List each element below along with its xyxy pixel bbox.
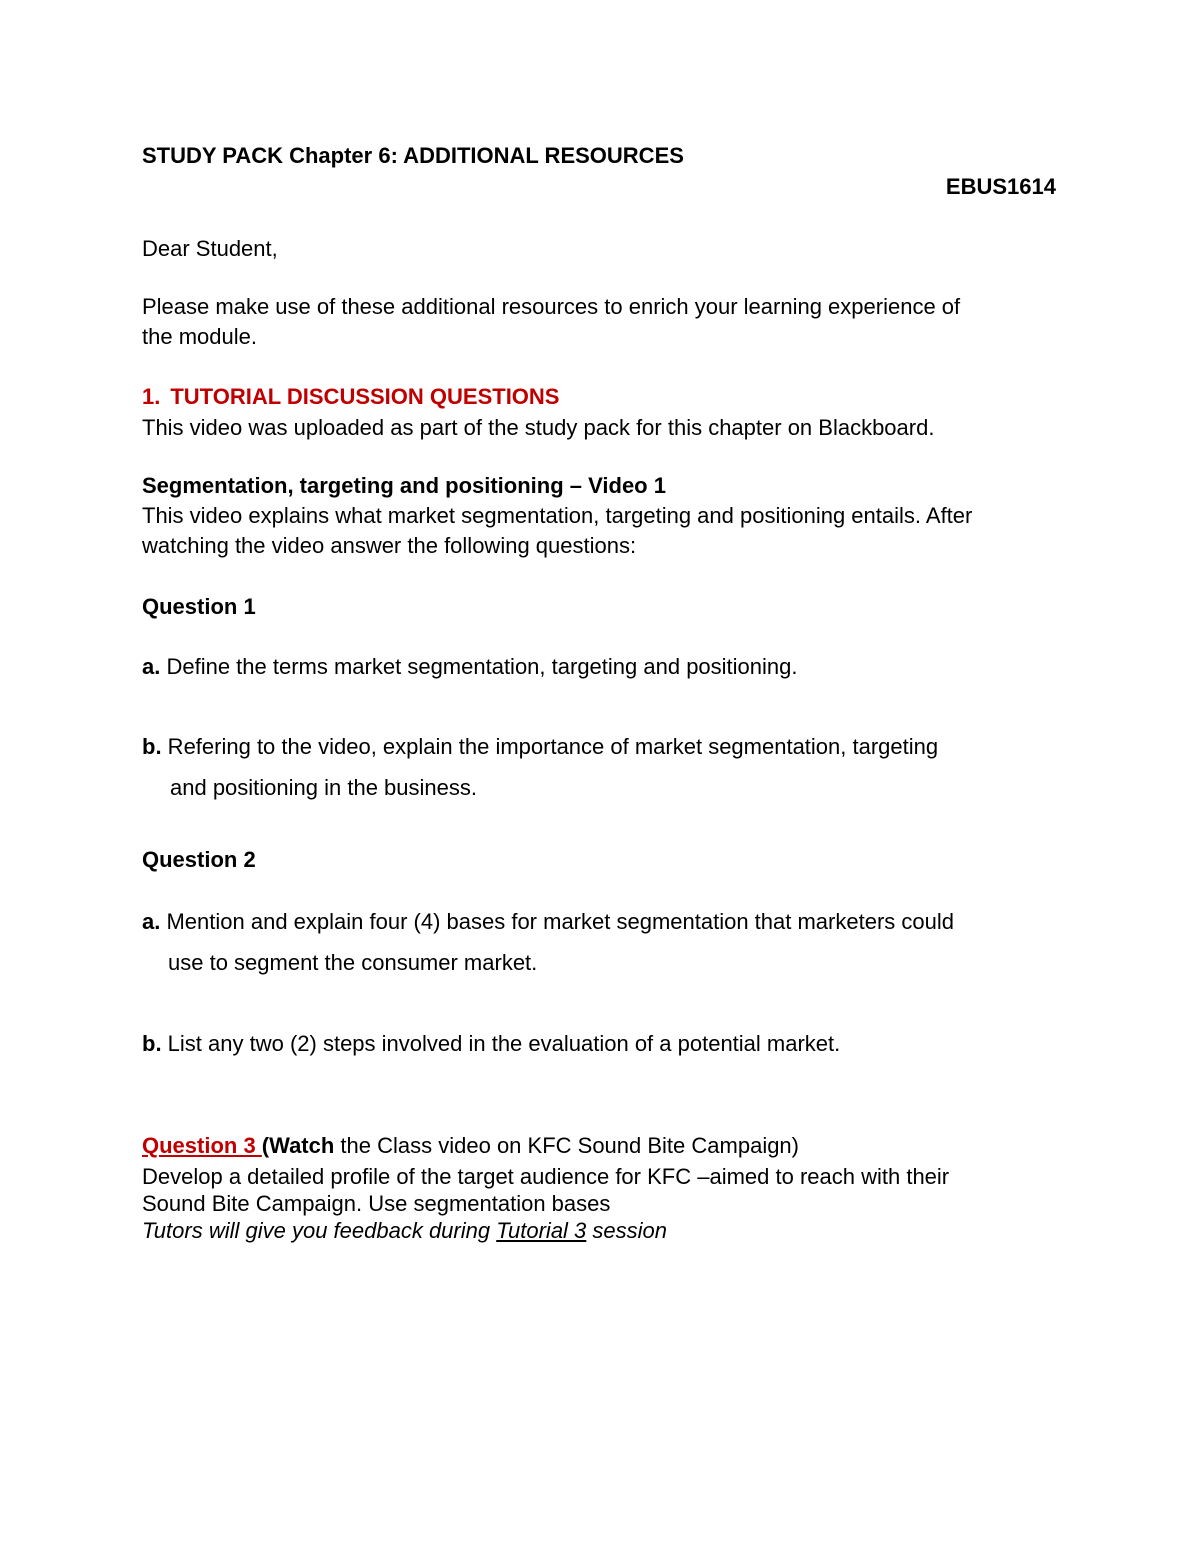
- question-1b-text: Refering to the video, explain the importance of market segmentation, targeting: [161, 734, 939, 759]
- question-3-line-2: Sound Bite Campaign. Use segmentation bases: [142, 1191, 611, 1216]
- question-3-line-1: Develop a detailed profile of the target audience for KFC –aimed to reach with their: [142, 1164, 950, 1189]
- video-1-heading: Segmentation, targeting and positioning – Video 1: [142, 473, 666, 498]
- question-2a-continuation: use to segment the consumer market.: [168, 950, 538, 975]
- section-1-text: This video was uploaded as part of the study pack for this chapter on Blackboard.: [142, 415, 935, 440]
- question-2b-label: b.: [142, 1031, 162, 1056]
- question-1a: [142, 652, 798, 682]
- question-1b-label: b.: [142, 734, 162, 759]
- question-3-watch: Watch: [269, 1133, 335, 1158]
- intro-line-1: Please make use of these additional resources to enrich your learning experience of: [142, 294, 961, 319]
- intro-line-2: the module.: [142, 324, 257, 349]
- question-3-note-pre: Tutors will give you feedback during: [142, 1218, 497, 1243]
- question-3-note: [142, 1216, 667, 1246]
- section-1-heading: [142, 382, 559, 412]
- tutorial-3-link: Tutorial 3: [496, 1218, 587, 1243]
- module-code: EBUS1614: [945, 174, 1056, 199]
- question-2-heading: Question 2: [142, 847, 256, 872]
- question-1a-label: a.: [142, 654, 161, 679]
- salutation: Dear Student,: [142, 236, 278, 261]
- question-1a-text: Define the terms market segmentation, targeting and positioning.: [160, 654, 798, 679]
- question-1-heading: Question 1: [142, 594, 256, 619]
- question-2a-label: a.: [142, 909, 161, 934]
- question-2b-text: List any two (2) steps involved in the evaluation of a potential market.: [161, 1031, 841, 1056]
- question-3-heading-line: [142, 1131, 799, 1161]
- section-1-number: 1.: [142, 384, 161, 409]
- question-3-paren: (: [261, 1133, 270, 1158]
- question-1b: [142, 732, 938, 762]
- question-3-note-post: session: [586, 1218, 668, 1243]
- document-title: STUDY PACK Chapter 6: ADDITIONAL RESOURCES: [142, 143, 684, 168]
- question-1b-continuation: and positioning in the business.: [170, 775, 477, 800]
- question-2b: [142, 1029, 840, 1059]
- question-3-heading: Question 3: [142, 1133, 262, 1158]
- video-1-line-2: watching the video answer the following questions:: [142, 533, 637, 558]
- video-1-line-1: This video explains what market segmentation, targeting and positioning entails. After: [142, 503, 973, 528]
- question-2a: [142, 907, 954, 937]
- question-3-instruction: the Class video on KFC Sound Bite Campaign): [334, 1133, 799, 1158]
- question-2a-text: Mention and explain four (4) bases for market segmentation that marketers could: [160, 909, 954, 934]
- section-1-title: TUTORIAL DISCUSSION QUESTIONS: [170, 384, 560, 409]
